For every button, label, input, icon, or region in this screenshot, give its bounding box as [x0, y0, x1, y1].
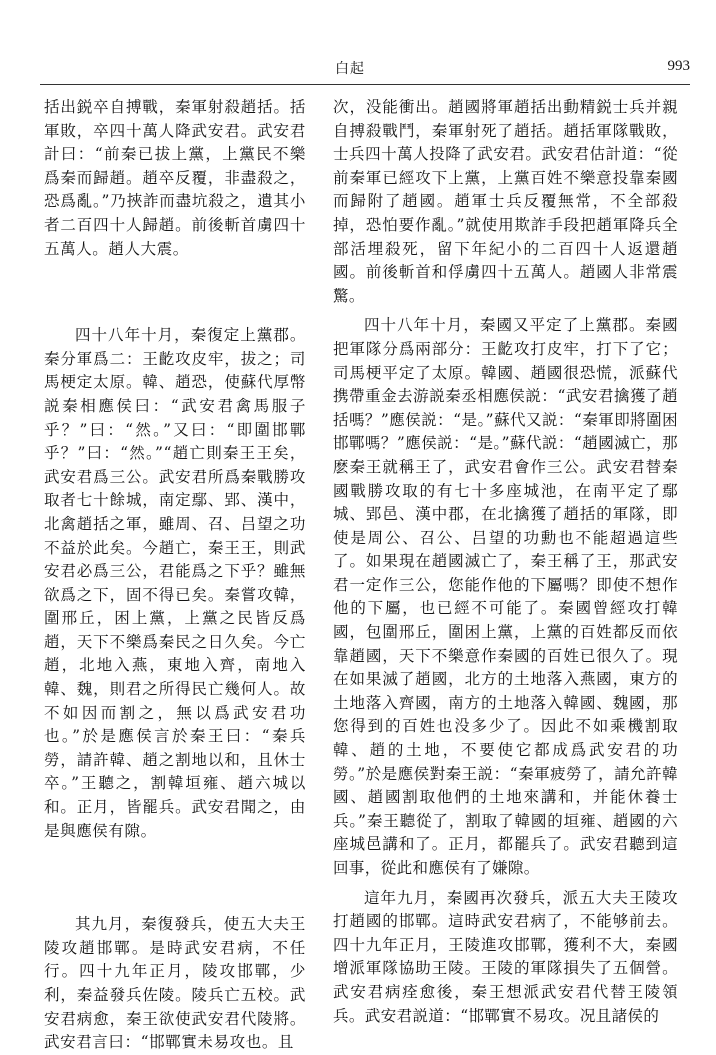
paragraph-gap — [44, 261, 306, 324]
classical-paragraph: 括出鋭卒自搏戰，秦軍射殺趙括。括軍敗，卒四十萬人降武安君。武安君計曰：“前秦已拔上黨，上黨民不樂爲秦而歸趙。趙卒反覆，非盡殺之，恐爲亂。”乃挾詐而盡坑殺之，遺其小者二百四十人歸趙。前後斬首虜四十五萬人。趙人大震。 — [44, 98, 306, 258]
classical-paragraph: 四十八年十月，秦復定上黨郡。秦分軍爲二：王齕攻皮牢，拔之；司馬梗定太原。韓、趙恐，使蘇代厚幣説秦相應侯曰：“武安君禽馬服子乎？”曰：“然。”又曰：“即圍邯鄲乎？”曰：“然。”“趙亡則秦王王矣，武安君爲三公。武安君所爲秦戰勝攻取者七十餘城，南定鄢、郢、漢中，北禽趙括之軍，雖周、召、吕望之功不益於此矣。今趙亡，秦王王，則武安君必爲三公，君能爲之下乎？雖無欲爲之下，固不得已矣。秦嘗攻韓，圍邢丘，困上黨，上黨之民皆反爲趙，天下不樂爲秦民之日久矣。今亡趙，北地入燕，東地入齊，南地入韓、魏，則君之所得民亡幾何人。故不如因而割之，無以爲武安君功也。”於是應侯言於秦王曰：“秦兵勞，請許韓、趙之割地以和，且休士卒。”王聽之，割韓垣雍、趙六城以和。正月，皆罷兵。武安君聞之，由是與應侯有隙。 — [44, 326, 306, 840]
page-header — [40, 58, 690, 82]
header-rule — [40, 84, 690, 85]
chapter-title: 白起 — [335, 61, 365, 77]
paragraph-gap — [44, 843, 306, 913]
translation-paragraph: 這年九月，秦國再次發兵，派五大夫王陵攻打趙國的邯鄲。這時武安君病了，不能够前去。四十九年正月，王陵進攻邯鄲，獲利不大，秦國增派軍隊協助王陵。王陵的軍隊損失了五個營。武安君病痊愈後，秦王想派武安君代替王陵領兵。武安君説道：“邯鄲實不易攻。况且諸侯的 — [333, 888, 678, 1025]
classical-paragraph: 其九月，秦復發兵，使五大夫王陵攻趙邯鄲。是時武安君病，不任行。四十九年正月，陵攻邯鄲，少利，秦益發兵佐陵。陵兵亡五校。武安君病愈，秦王欲使武安君代陵將。武安君言曰：“邯鄲實未易攻也。且 — [44, 915, 306, 1052]
page-number: 993 — [667, 58, 690, 74]
translation-paragraph: 次，没能衝出。趙國將軍趙括出動精鋭士兵并親自搏殺戰鬥，秦軍射死了趙括。趙括軍隊戰敗，士兵四十萬人投降了武安君。武安君估計道：“從前秦軍已經攻下上黨，上黨百姓不樂意投靠秦國而歸附了趙國。趙軍士兵反覆無常，不全部殺掉，恐怕要作亂。”就使用欺詐手段把趙軍降兵全部活埋殺死，留下年紀小的二百四十人返還趙國。前後斬首和俘虜四十五萬人。趙國人非常震驚。 — [333, 98, 678, 305]
modern-translation-column — [333, 96, 678, 1028]
classical-text-column — [44, 96, 306, 1055]
translation-paragraph: 四十八年十月，秦國又平定了上黨郡。秦國把軍隊分爲兩部分：王齕攻打皮牢，打下了它；司馬梗平定了太原。韓國、趙國很恐慌，派蘇代携帶重金去游説秦丞相應侯説：“武安君擒獲了趙括嗎？”應侯説：“是。”蘇代又説：“秦軍即將圍困邯鄲嗎？”應侯説：“是。”蘇代説：“趙國滅亡，那麽秦王就稱王了，武安君會作三公。武安君替秦國戰勝攻取的有七十多座城池，在南平定了鄢城、郢邑、漢中郡，在北擒獲了趙括的軍隊，即使是周公、召公、吕望的功勳也不能超過這些了。如果現在趙國滅亡了，秦王稱了王，那武安君一定作三公，您能作他的下屬嗎？即使不想作他的下屬，也已經不可能了。秦國曾經攻打韓國，包圍邢丘，圍困上黨，上黨的百姓都反而依靠趙國，天下不樂意作秦國的百姓已很久了。現在如果滅了趙國，北方的土地落入燕國，東方的土地落入齊國，南方的土地落入韓國、魏國，那您得到的百姓也没多少了。因此不如乘機割取韓、趙的土地，不要使它都成爲武安君的功勞。”於是應侯對秦王説：“秦軍疲勞了，請允許韓國、趙國割取他們的土地來講和，并能休養士兵。”秦王聽從了，割取了韓國的垣雍、趙國的六座城邑講和了。正月，都罷兵了。武安君聽到這回事，從此和應侯有了嫌隙。 — [333, 316, 678, 877]
